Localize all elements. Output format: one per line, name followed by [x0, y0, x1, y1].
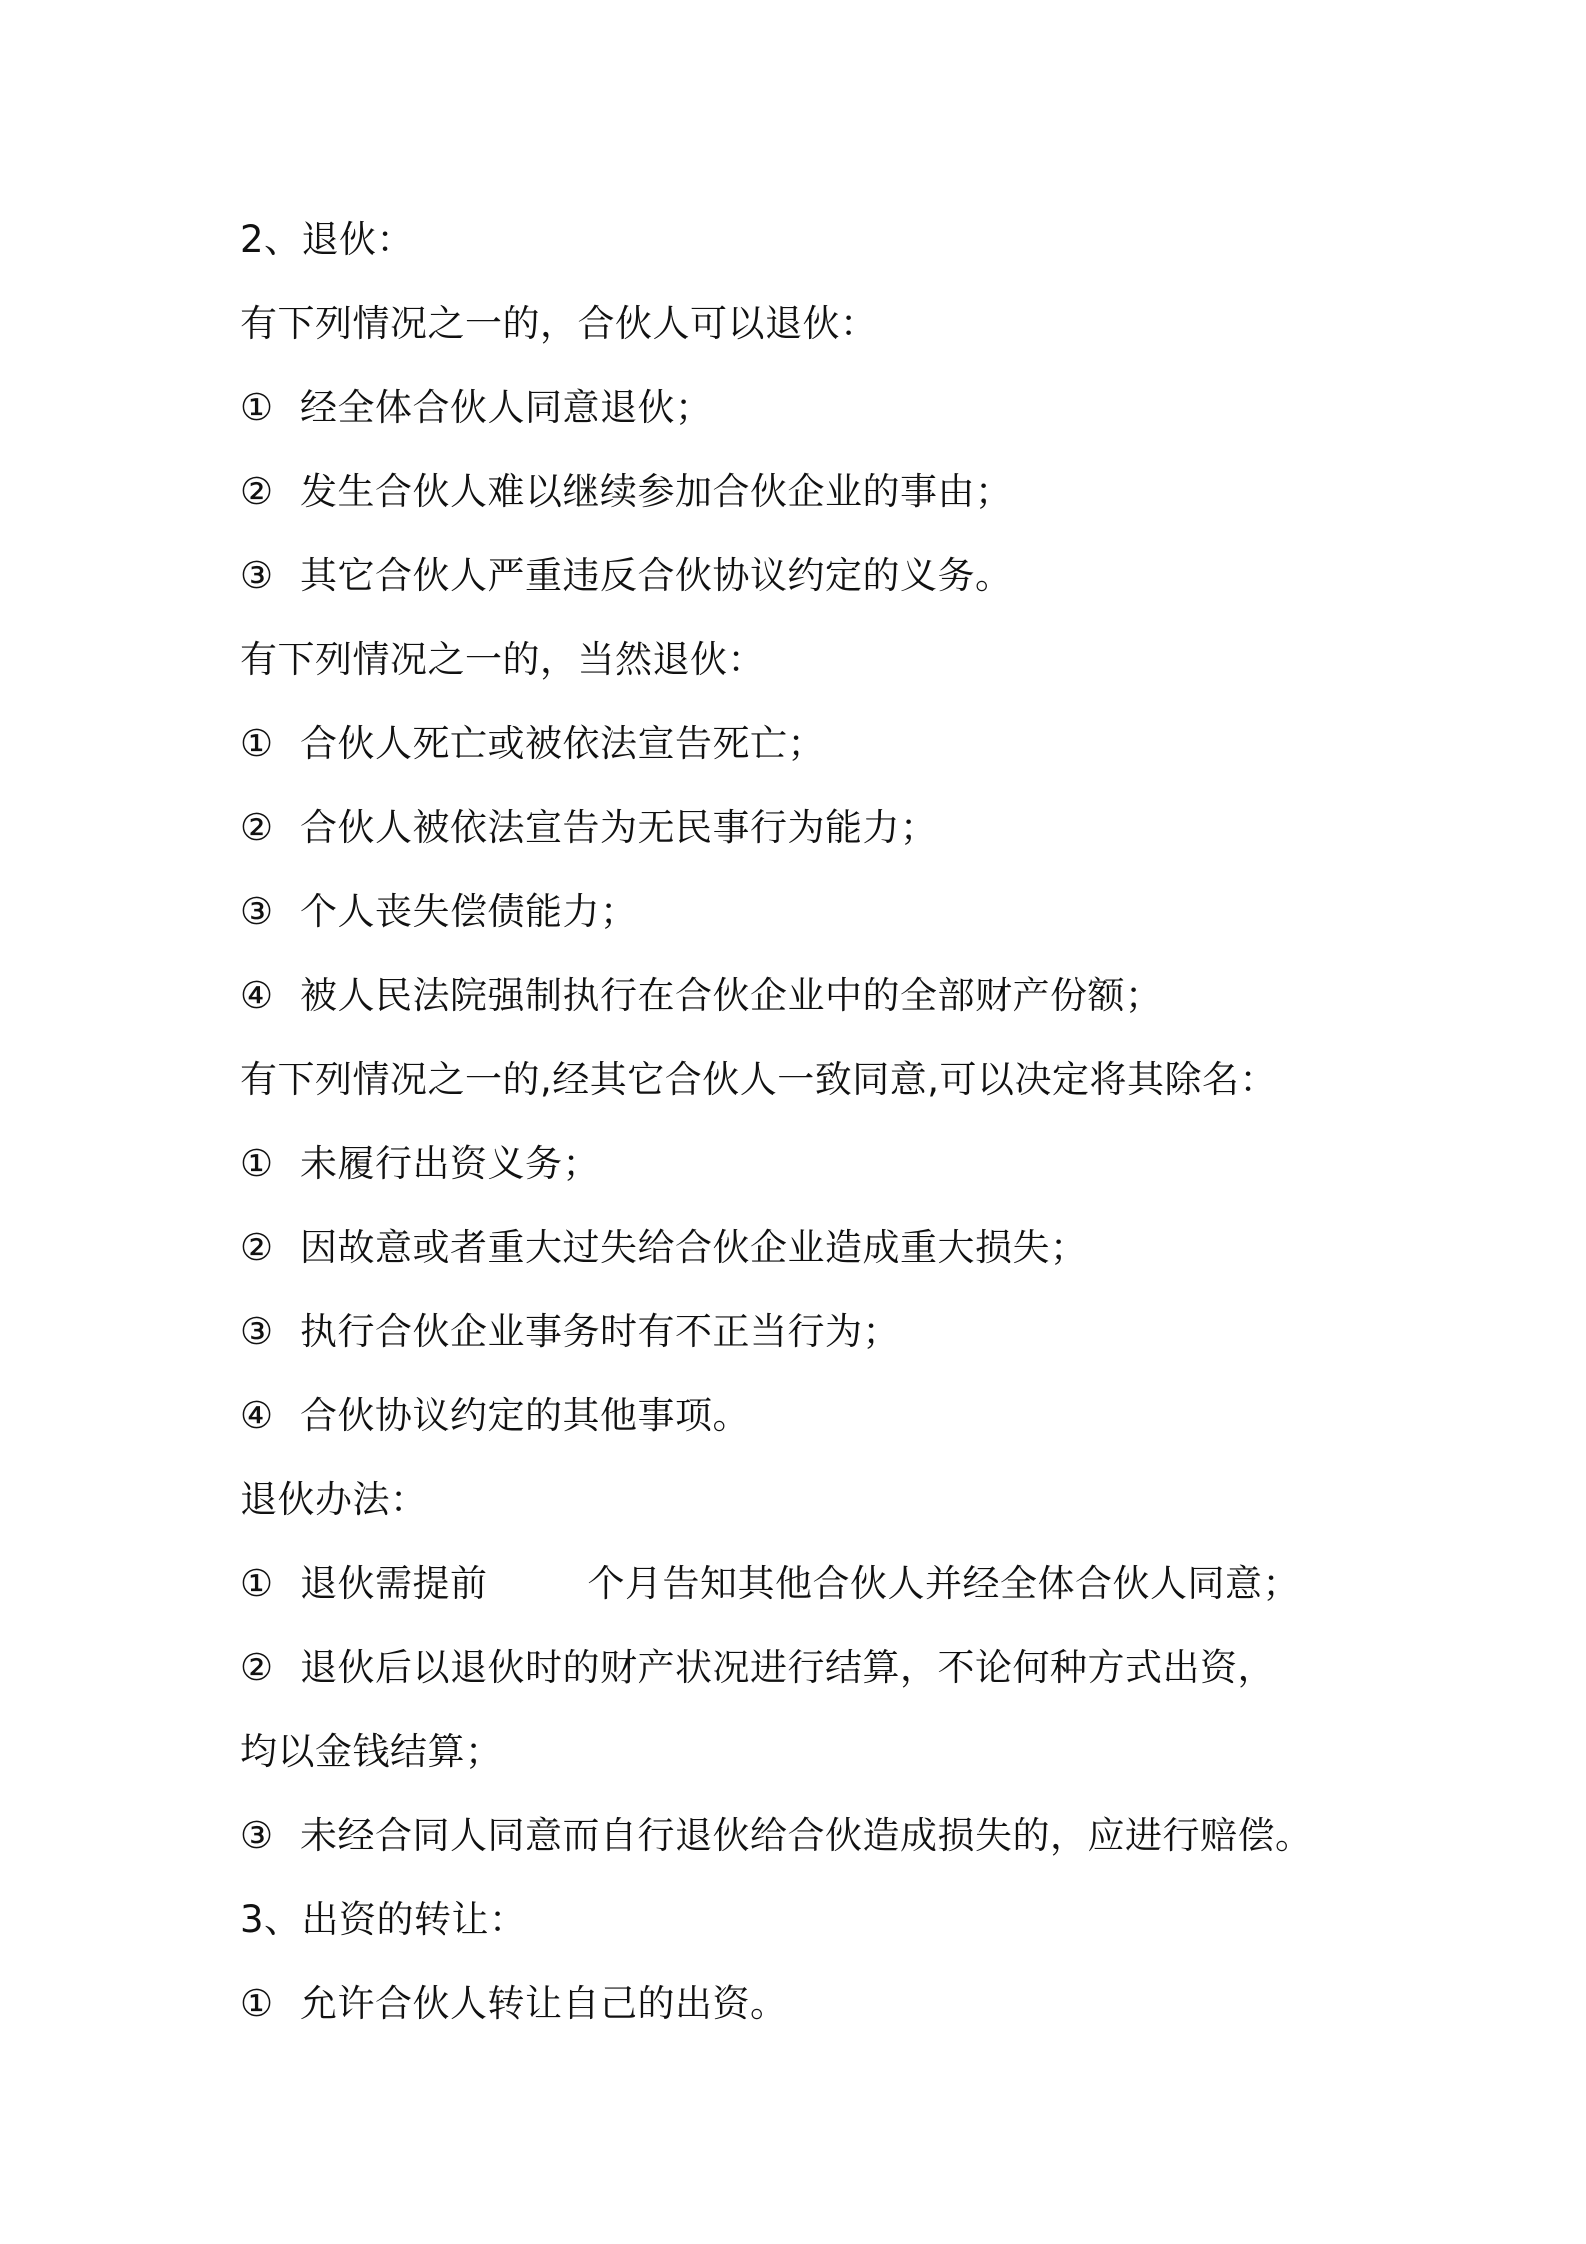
list-marker: ③: [240, 1814, 274, 1857]
list-item: [240, 450, 1400, 534]
list-item: [240, 366, 1400, 450]
list-item: [240, 534, 1400, 618]
line-text-after-blank: 个月告知其他合伙人并经全体合伙人同意；: [587, 1562, 1300, 1605]
line-text: 有下列情况之一的，当然退伙：: [240, 638, 765, 681]
paragraph: [240, 1458, 1400, 1542]
list-item: [240, 786, 1400, 870]
line-text: 2、退伙：: [240, 218, 415, 261]
line-text: 执行合伙企业事务时有不正当行为；: [300, 1310, 900, 1353]
section-heading: [240, 198, 1400, 282]
list-item: [240, 1794, 1400, 1878]
document-body: [240, 198, 1400, 2046]
line-text: 被人民法院强制执行在合伙企业中的全部财产份额；: [300, 974, 1163, 1017]
line-text: 经全体合伙人同意退伙；: [300, 386, 713, 429]
list-item: [240, 1290, 1400, 1374]
line-text: 未履行出资义务；: [300, 1142, 600, 1185]
line-text: 均以金钱结算；: [240, 1730, 503, 1773]
line-text: 个人丧失偿债能力；: [300, 890, 638, 933]
list-marker: ③: [240, 1310, 274, 1353]
list-item: [240, 954, 1400, 1038]
list-marker: ①: [240, 722, 274, 765]
line-text: 有下列情况之一的，合伙人可以退伙：: [240, 302, 878, 345]
list-marker: ①: [240, 1562, 274, 1605]
line-text: 有下列情况之一的,经其它合伙人一致同意,可以决定将其除名：: [240, 1058, 1278, 1101]
list-item: [240, 1542, 1400, 1626]
section-heading: [240, 1878, 1400, 1962]
line-text: 退伙后以退伙时的财产状况进行结算，不论何种方式出资，: [300, 1646, 1275, 1689]
line-text: 合伙人死亡或被依法宣告死亡；: [300, 722, 825, 765]
list-item: [240, 1626, 1400, 1710]
list-marker: ②: [240, 1646, 274, 1689]
line-text: 退伙办法：: [240, 1478, 428, 1521]
list-item: [240, 1962, 1400, 2046]
list-item: [240, 1206, 1400, 1290]
paragraph: [240, 618, 1400, 702]
list-marker: ①: [240, 1982, 274, 2025]
line-text: 合伙人被依法宣告为无民事行为能力；: [300, 806, 938, 849]
list-marker: ②: [240, 470, 274, 513]
paragraph: [240, 1038, 1400, 1122]
list-item: [240, 702, 1400, 786]
list-marker: ④: [240, 974, 274, 1017]
line-text: 因故意或者重大过失给合伙企业造成重大损失；: [300, 1226, 1088, 1269]
line-text: 3、出资的转让：: [240, 1898, 527, 1941]
line-text: 发生合伙人难以继续参加合伙企业的事由；: [300, 470, 1013, 513]
line-text: 合伙协议约定的其他事项。: [300, 1394, 750, 1437]
list-marker: ②: [240, 806, 274, 849]
list-item: [240, 870, 1400, 954]
list-marker: ④: [240, 1394, 274, 1437]
paragraph: [240, 1710, 1400, 1794]
list-marker: ③: [240, 890, 274, 933]
line-text: 退伙需提前: [300, 1562, 488, 1605]
paragraph: [240, 282, 1400, 366]
list-marker: ③: [240, 554, 274, 597]
list-marker: ①: [240, 1142, 274, 1185]
list-item: [240, 1374, 1400, 1458]
list-marker: ②: [240, 1226, 274, 1269]
list-marker: ①: [240, 386, 274, 429]
list-item: [240, 1122, 1400, 1206]
line-text: 允许合伙人转让自己的出资。: [300, 1982, 788, 2025]
line-text: 其它合伙人严重违反合伙协议约定的义务。: [300, 554, 1013, 597]
line-text: 未经合同人同意而自行退伙给合伙造成损失的，应进行赔偿。: [300, 1814, 1313, 1857]
